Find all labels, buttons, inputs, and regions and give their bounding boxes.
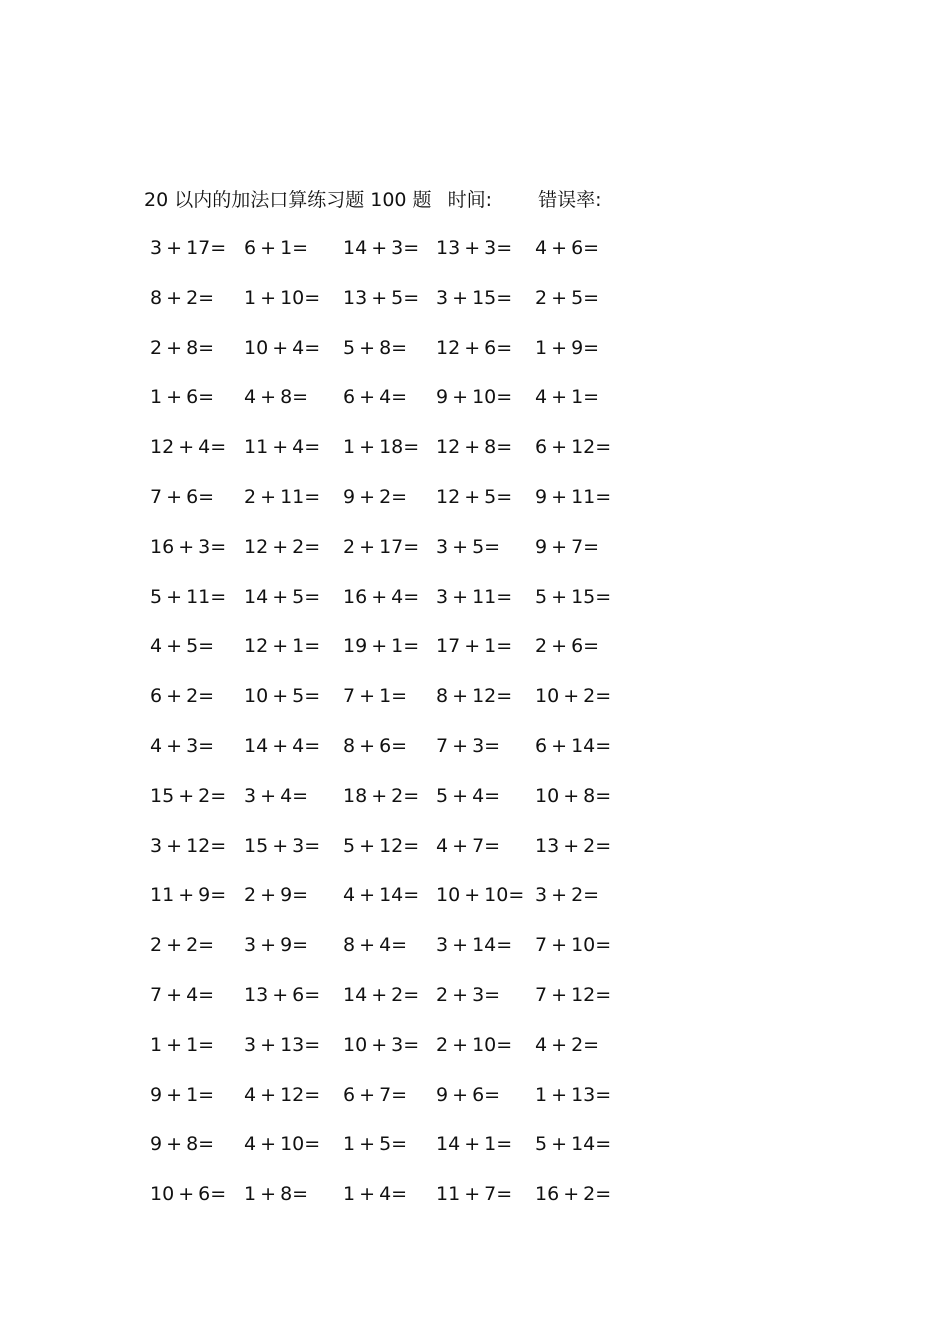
addition-problem: 19 + 1= [343, 635, 420, 658]
problem-row [144, 832, 644, 882]
addition-problem: 12 + 4= [150, 436, 227, 459]
addition-problem: 14 + 2= [343, 983, 420, 1006]
addition-problem: 1 + 10= [244, 286, 321, 309]
addition-problem: 10 + 2= [535, 685, 612, 708]
error-rate-label: 错误率: [538, 189, 602, 211]
addition-problem: 4 + 12= [244, 1083, 321, 1106]
addition-problem: 3 + 9= [244, 934, 309, 957]
problem-row [144, 682, 644, 732]
addition-problem: 14 + 1= [436, 1133, 513, 1156]
addition-problem: 3 + 11= [436, 585, 513, 608]
addition-problem: 10 + 3= [343, 1033, 420, 1056]
addition-problem: 7 + 10= [535, 934, 612, 957]
problem-row [144, 284, 644, 334]
problem-row [144, 483, 644, 533]
addition-problem: 5 + 11= [150, 585, 227, 608]
addition-problem: 12 + 5= [436, 485, 513, 508]
problem-row [144, 981, 644, 1031]
problem-row [144, 1180, 644, 1230]
addition-problem: 9 + 1= [150, 1083, 215, 1106]
addition-problem: 17 + 1= [436, 635, 513, 658]
addition-problem: 1 + 4= [343, 1183, 408, 1206]
problem-row [144, 383, 644, 433]
addition-problem: 14 + 5= [244, 585, 321, 608]
addition-problem: 1 + 6= [150, 386, 215, 409]
addition-problem: 4 + 5= [150, 635, 215, 658]
addition-problem: 4 + 6= [535, 237, 600, 259]
worksheet-title: 20 以内的加法口算练习题 100 题 [144, 189, 432, 211]
addition-problem: 2 + 17= [343, 535, 420, 558]
addition-problem: 2 + 3= [436, 983, 501, 1006]
addition-problem: 1 + 9= [535, 336, 600, 359]
addition-problem: 15 + 2= [150, 784, 227, 807]
addition-problem: 4 + 10= [244, 1133, 321, 1156]
addition-problem: 3 + 13= [244, 1033, 321, 1056]
addition-problem: 11 + 4= [244, 436, 321, 459]
addition-problem: 2 + 8= [150, 336, 215, 359]
addition-problem: 6 + 2= [150, 685, 215, 708]
addition-problem: 9 + 7= [535, 535, 600, 558]
problem-row [144, 583, 644, 633]
problem-row [144, 881, 644, 931]
addition-problem: 1 + 18= [343, 436, 420, 459]
addition-problem: 7 + 6= [150, 485, 215, 508]
addition-problem: 13 + 2= [535, 834, 612, 857]
problem-row [144, 1081, 644, 1131]
addition-problem: 14 + 4= [244, 734, 321, 757]
addition-problem: 8 + 6= [343, 734, 408, 757]
addition-problem: 13 + 3= [436, 237, 513, 259]
addition-problem: 2 + 10= [436, 1033, 513, 1056]
addition-problem: 7 + 1= [343, 685, 408, 708]
addition-problem: 4 + 3= [150, 734, 215, 757]
addition-problem: 1 + 1= [150, 1033, 215, 1056]
addition-problem: 9 + 6= [436, 1083, 501, 1106]
addition-problem: 3 + 5= [436, 535, 501, 558]
addition-problem: 7 + 12= [535, 983, 612, 1006]
addition-problem: 1 + 13= [535, 1083, 612, 1106]
addition-problem: 10 + 5= [244, 685, 321, 708]
addition-problem: 1 + 8= [244, 1183, 309, 1206]
addition-problem: 13 + 6= [244, 983, 321, 1006]
problem-row [144, 334, 644, 384]
problem-row [144, 931, 644, 981]
addition-problem: 13 + 5= [343, 286, 420, 309]
addition-problem: 3 + 4= [244, 784, 309, 807]
addition-problem: 6 + 14= [535, 734, 612, 757]
addition-problem: 2 + 5= [535, 286, 600, 309]
addition-problem: 1 + 5= [343, 1133, 408, 1156]
addition-problem: 3 + 15= [436, 286, 513, 309]
addition-problem: 16 + 4= [343, 585, 420, 608]
addition-problem: 16 + 2= [535, 1183, 612, 1206]
addition-problem: 6 + 4= [343, 386, 408, 409]
addition-problem: 5 + 15= [535, 585, 612, 608]
problem-row [144, 533, 644, 583]
addition-problem: 6 + 12= [535, 436, 612, 459]
addition-problem: 11 + 9= [150, 884, 227, 907]
addition-problem: 2 + 11= [244, 485, 321, 508]
addition-problem: 9 + 10= [436, 386, 513, 409]
addition-problem: 7 + 4= [150, 983, 215, 1006]
worksheet-header [144, 186, 601, 214]
addition-problem: 9 + 8= [150, 1133, 215, 1156]
addition-problem: 16 + 3= [150, 535, 227, 558]
addition-problem: 12 + 6= [436, 336, 513, 359]
addition-problem: 4 + 7= [436, 834, 501, 857]
addition-problem: 5 + 4= [436, 784, 501, 807]
problem-row [144, 234, 644, 284]
addition-problem: 12 + 1= [244, 635, 321, 658]
problem-grid [144, 234, 644, 1230]
problem-row [144, 1031, 644, 1081]
addition-problem: 6 + 7= [343, 1083, 408, 1106]
addition-problem: 2 + 9= [244, 884, 309, 907]
addition-problem: 2 + 6= [535, 635, 600, 658]
problem-row [144, 433, 644, 483]
addition-problem: 2 + 2= [150, 934, 215, 957]
addition-problem: 12 + 8= [436, 436, 513, 459]
addition-problem: 18 + 2= [343, 784, 420, 807]
addition-problem: 10 + 4= [244, 336, 321, 359]
addition-problem: 8 + 12= [436, 685, 513, 708]
addition-problem: 10 + 10= [436, 884, 525, 907]
addition-problem: 4 + 14= [343, 884, 420, 907]
addition-problem: 10 + 6= [150, 1183, 227, 1206]
addition-problem: 4 + 2= [535, 1033, 600, 1056]
addition-problem: 4 + 1= [535, 386, 600, 409]
addition-problem: 14 + 3= [343, 237, 420, 259]
addition-problem: 5 + 12= [343, 834, 420, 857]
addition-problem: 3 + 14= [436, 934, 513, 957]
time-label: 时间: [447, 189, 493, 211]
addition-problem: 5 + 14= [535, 1133, 612, 1156]
addition-problem: 7 + 3= [436, 734, 501, 757]
problem-row [144, 732, 644, 782]
problem-row [144, 782, 644, 832]
addition-problem: 3 + 2= [535, 884, 600, 907]
addition-problem: 8 + 4= [343, 934, 408, 957]
addition-problem: 3 + 12= [150, 834, 227, 857]
addition-problem: 3 + 17= [150, 237, 227, 259]
addition-problem: 12 + 2= [244, 535, 321, 558]
addition-problem: 15 + 3= [244, 834, 321, 857]
addition-problem: 10 + 8= [535, 784, 612, 807]
problem-row [144, 632, 644, 682]
addition-problem: 5 + 8= [343, 336, 408, 359]
addition-problem: 6 + 1= [244, 237, 309, 259]
addition-problem: 4 + 8= [244, 386, 309, 409]
problem-row [144, 1130, 644, 1180]
addition-problem: 9 + 2= [343, 485, 408, 508]
addition-problem: 8 + 2= [150, 286, 215, 309]
addition-problem: 9 + 11= [535, 485, 612, 508]
addition-problem: 11 + 7= [436, 1183, 513, 1206]
